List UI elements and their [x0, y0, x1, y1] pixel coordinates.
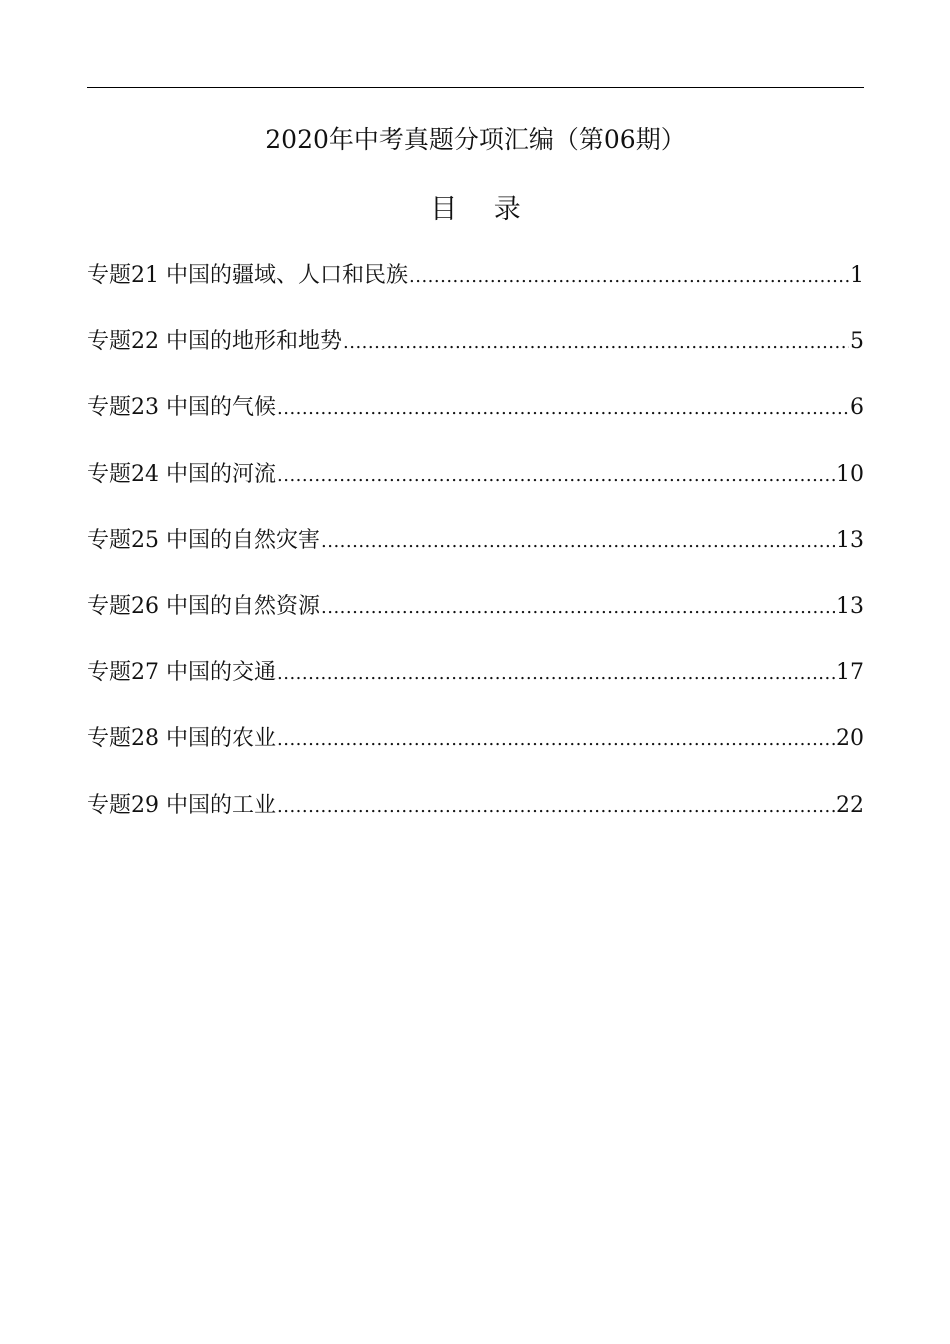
toc-dot-leader: [277, 456, 835, 496]
toc-entry[interactable]: [87, 455, 864, 521]
toc-page-number: 17: [836, 660, 864, 686]
toc-entry[interactable]: [87, 719, 864, 785]
header-rule: [87, 87, 864, 88]
toc-entry[interactable]: [87, 322, 864, 388]
toc-dot-leader: [321, 522, 835, 562]
toc-entry-title: 专题22 中国的地形和地势: [87, 329, 342, 355]
toc-dot-leader: [277, 389, 849, 429]
toc-entry[interactable]: [87, 256, 864, 322]
toc-page-number: 20: [836, 726, 864, 752]
toc-entry-title: 专题28 中国的农业: [87, 726, 276, 752]
toc-page-number: 22: [836, 792, 864, 818]
toc-entry-title: 专题24 中国的河流: [87, 461, 276, 487]
toc-dot-leader: [277, 720, 835, 760]
toc-entry[interactable]: [87, 786, 864, 852]
toc-dot-leader: [321, 588, 835, 628]
toc-page-number: 6: [850, 395, 864, 421]
toc-entry-title: 专题29 中国的工业: [87, 792, 276, 818]
toc-page-number: 5: [850, 329, 864, 355]
toc-entry[interactable]: [87, 653, 864, 719]
toc-dot-leader: [343, 323, 849, 363]
toc-entry[interactable]: [87, 587, 864, 653]
toc-page-number: 1: [850, 263, 864, 288]
toc-dot-leader: [277, 654, 835, 694]
toc-entry-title: 专题21 中国的疆域、人口和民族: [87, 263, 408, 288]
document-title: 2020年中考真题分项汇编（第06期）: [265, 125, 686, 154]
toc-page-number: 13: [836, 593, 864, 619]
toc-entry-title: 专题27 中国的交通: [87, 660, 276, 686]
toc-heading: 目 录: [430, 194, 535, 225]
toc-page-number: 10: [836, 461, 864, 487]
toc-page-number: 13: [836, 527, 864, 553]
table-of-contents: [87, 256, 864, 852]
toc-entry-title: 专题25 中国的自然灾害: [87, 527, 320, 553]
toc-dot-leader: [277, 787, 835, 827]
toc-entry-title: 专题23 中国的气候: [87, 395, 276, 421]
toc-entry[interactable]: [87, 388, 864, 454]
toc-entry[interactable]: [87, 521, 864, 587]
toc-entry-title: 专题26 中国的自然资源: [87, 593, 320, 619]
toc-dot-leader: [409, 257, 849, 297]
